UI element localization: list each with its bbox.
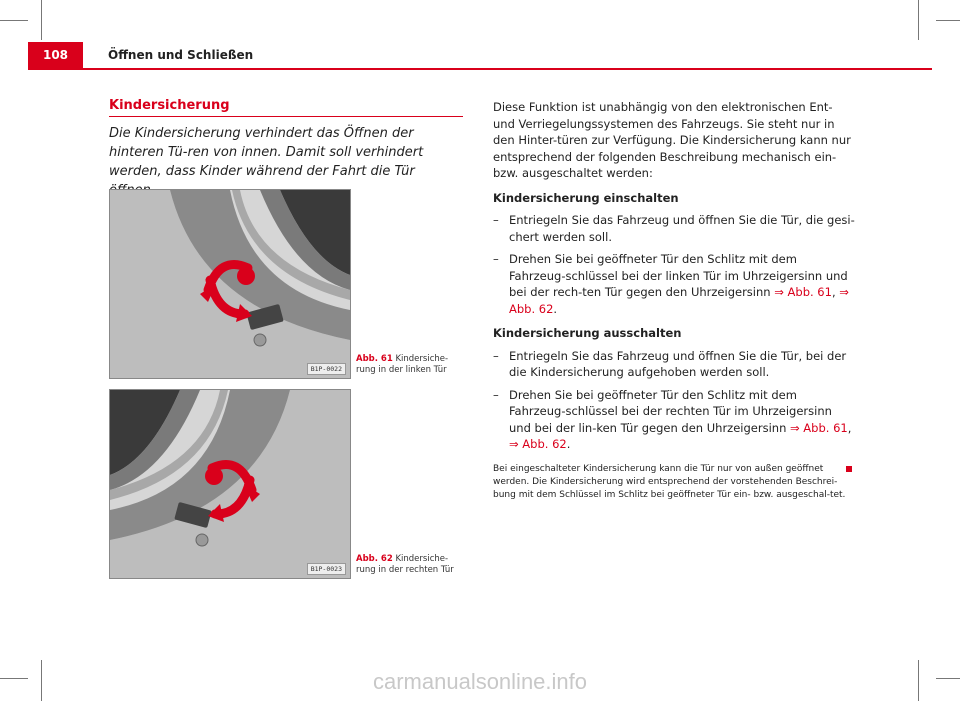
subheading-off: Kindersicherung ausschalten [493, 326, 682, 340]
list-item [493, 251, 855, 317]
punctuation: . [553, 301, 558, 316]
crop-mark [918, 0, 919, 40]
figure-ref-link[interactable]: ⇒ Abb. 62 [509, 437, 567, 451]
list-item [493, 387, 855, 453]
caption-label: Abb. 62 [356, 554, 393, 564]
body-column [493, 99, 855, 502]
caption-text: Kindersiche-rung in der linken Tür [356, 354, 449, 375]
figure-code: B1P-0022 [307, 363, 346, 375]
figure-caption [356, 554, 466, 576]
figure-left-door [109, 189, 351, 379]
figure-ref-link[interactable]: ⇒ Abb. 61 [790, 420, 848, 435]
running-title: Öffnen und Schließen [108, 48, 254, 62]
list-item [493, 212, 855, 245]
section-heading: Kindersicherung [109, 98, 463, 117]
page-header [28, 42, 932, 70]
note-text: Bei eingeschalteter Kindersicherung kann die Tür nur von außen geöffnet werden. Die Kindersicherung wird entsprechend der vorstehenden Beschrei-bung mit dem Schlüssel im Schlitz bei geöffneter Tür ein- bzw. ausgeschal-tet. [493, 463, 846, 500]
intro-text: Die Kindersicherung verhindert das Öffnen der hinteren Tü-ren von innen. Damit soll verhindert werden, dass Kinder während der Fahrt die Tür [109, 126, 424, 179]
punctuation: , [847, 420, 852, 435]
caption-text: Kindersiche-rung in der rechten Tür [356, 554, 454, 575]
subheading-on: Kindersicherung einschalten [493, 190, 679, 205]
step-text: Entriegeln Sie das Fahrzeug und öffnen Sie die Tür, die gesi-chert werden soll. [509, 213, 855, 244]
punctuation: , [831, 285, 836, 299]
right-door-illustration [110, 390, 350, 578]
step-text: Drehen Sie bei geöffneter Tür den Schlitz mit dem Fahrzeug-schlüssel bei der rechten Tür im Uhrzeigersinn und bei der lin-ken Tür gegen den Uhrzeigersinn [509, 387, 832, 435]
step-text: Drehen Sie bei geöffneter Tür den Schlitz mit dem Fahrzeug-schlüssel bei der linken Tür im Uhrzeigersinn und bei der rech-ten Tür gegen den Uhrzeigersinn [509, 252, 848, 299]
list-dash: – [493, 348, 499, 363]
watermark: carmanualsonline.info [372, 669, 588, 694]
list-dash: – [493, 213, 499, 227]
punctuation: . [566, 437, 571, 451]
figure-ref-link[interactable]: ⇒ Abb. 61 [774, 285, 832, 299]
section-end-marker [846, 466, 852, 472]
figure-code: B1P-0023 [307, 563, 346, 575]
crop-mark [41, 0, 42, 40]
caption-label: Abb. 61 [356, 354, 393, 364]
body-paragraph: Diese Funktion ist unabhängig von den elektronischen Ent- und Verriegelungssystemen des Fahrzeugs. Sie steht nur in den Hinter-türen zur Verfügung. Die Kindersicherung kann nur entsprechend der folgenden Beschreibung mechanisch ein- bzw. ausgeschaltet werden: [493, 100, 851, 180]
left-door-illustration [110, 190, 350, 378]
crop-mark [0, 20, 28, 21]
figure-caption [356, 354, 466, 376]
list-dash: – [493, 252, 499, 266]
page-number: 108 [28, 42, 83, 68]
list-dash: – [493, 387, 499, 402]
crop-mark [936, 20, 960, 21]
figure-ref-link[interactable]: ⇒ Abb. 62 [509, 285, 849, 316]
list-item [493, 348, 855, 381]
step-text: Entriegeln Sie das Fahrzeug und öffnen Sie die Tür, bei der die Kindersicherung aufgehoben werden soll. [509, 348, 847, 379]
figure-right-door [109, 389, 351, 579]
